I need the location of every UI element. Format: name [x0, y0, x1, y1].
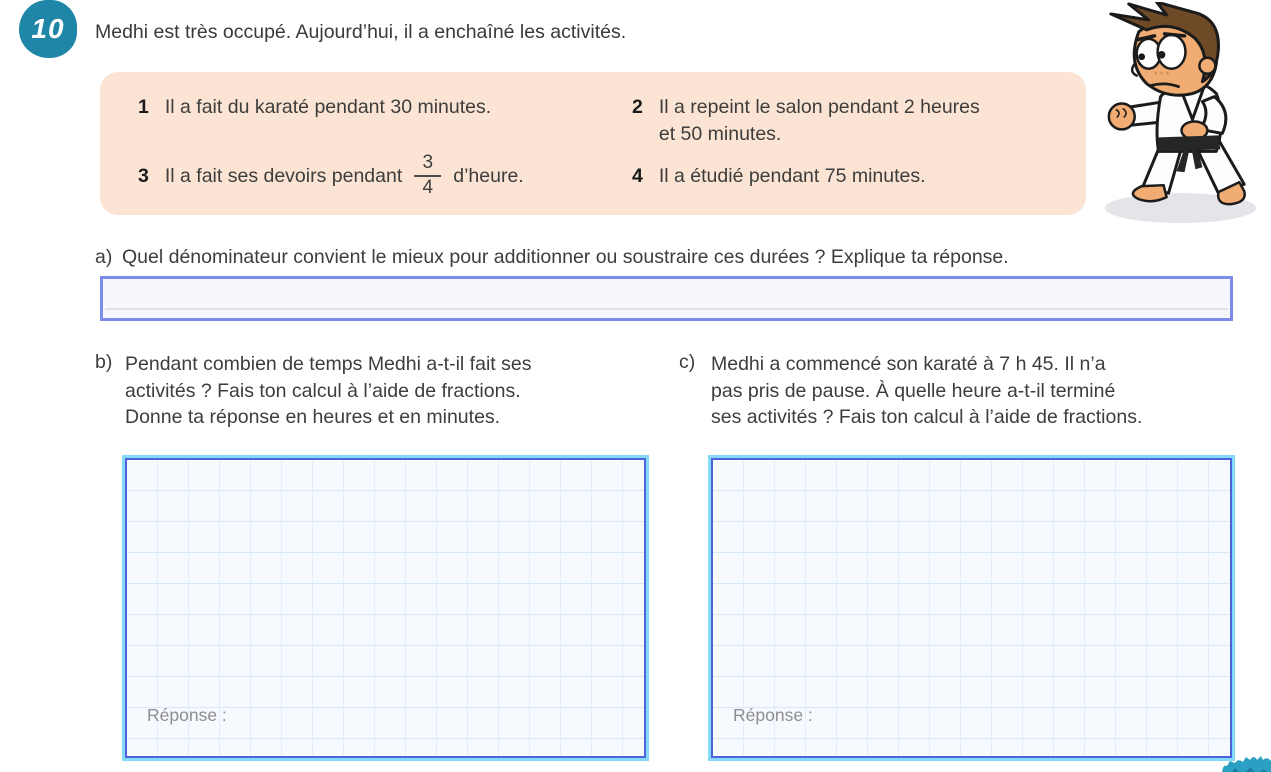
- question-b-reponse-label: Réponse :: [147, 705, 227, 725]
- statement-text: [659, 94, 980, 148]
- question-b-line-3: Donne ta réponse en heures et en minutes.: [125, 406, 501, 428]
- statement-item-3: [138, 146, 524, 206]
- statement-item-4: [632, 146, 926, 206]
- question-b-grid-paper[interactable]: [125, 458, 646, 758]
- statement-text-after: d’heure.: [453, 164, 524, 187]
- exercise-number: 10: [31, 13, 65, 44]
- statement-number: 4: [632, 164, 643, 187]
- question-c-line-3: ses activités ? Fais ton calcul à l’aide de fractions.: [711, 406, 1143, 428]
- question-b-label: b): [95, 351, 113, 373]
- statement-text-before: Il a fait ses devoirs pendant: [164, 164, 403, 187]
- question-b-line-2: activités ? Fais ton calcul à l’aide de fractions.: [125, 379, 521, 402]
- statement-number: 3: [138, 164, 149, 187]
- question-a-text: Quel dénominateur convient le mieux pour additionner ou soustraire ces durées ? Explique ta réponse.: [122, 246, 1009, 268]
- question-b-answer-grid[interactable]: [122, 455, 649, 761]
- question-c-answer-grid[interactable]: [708, 455, 1235, 761]
- exercise-title: Medhi est très occupé. Aujourd’hui, il a enchaîné les activités.: [95, 21, 627, 43]
- karate-boy-illustration: [1093, 2, 1271, 226]
- statements-box: [100, 72, 1086, 215]
- question-b-line-1: Pendant combien de temps Medhi a-t-il fait ses: [125, 353, 532, 375]
- statement-text: Il a fait du karaté pendant 30 minutes.: [164, 96, 492, 118]
- fraction-numerator: 3: [422, 152, 434, 174]
- question-b-text: [125, 351, 531, 431]
- statement-item-1: [138, 94, 491, 121]
- question-c-grid-paper[interactable]: [711, 458, 1232, 758]
- question-c-line-1: Medhi a commencé son karaté à 7 h 45. Il n’a: [711, 353, 1106, 375]
- question-a-label: a): [95, 246, 113, 268]
- fraction-denominator: 4: [422, 177, 434, 198]
- question-c-text: [711, 351, 1142, 431]
- statement-text: Il a étudié pendant 75 minutes.: [658, 164, 926, 187]
- question-c-label: c): [679, 351, 696, 373]
- question-a-answer-input[interactable]: [100, 276, 1233, 321]
- statement-number: 1: [138, 96, 149, 118]
- exercise-number-badge: [19, 0, 77, 58]
- splash-decoration-icon: [1222, 752, 1271, 772]
- statement-number: 2: [632, 96, 643, 118]
- statement-text-line1: Il a repeint le salon pendant 2 heures: [658, 96, 980, 118]
- question-c-line-2: pas pris de pause. À quelle heure a-t-il terminé: [711, 379, 1116, 402]
- writing-rule-line: [105, 308, 1228, 310]
- statement-text-line2: et 50 minutes.: [658, 123, 782, 145]
- question-c-reponse-label: Réponse :: [733, 705, 813, 725]
- statement-item-2: [632, 94, 980, 148]
- fraction-three-quarters: [414, 153, 441, 199]
